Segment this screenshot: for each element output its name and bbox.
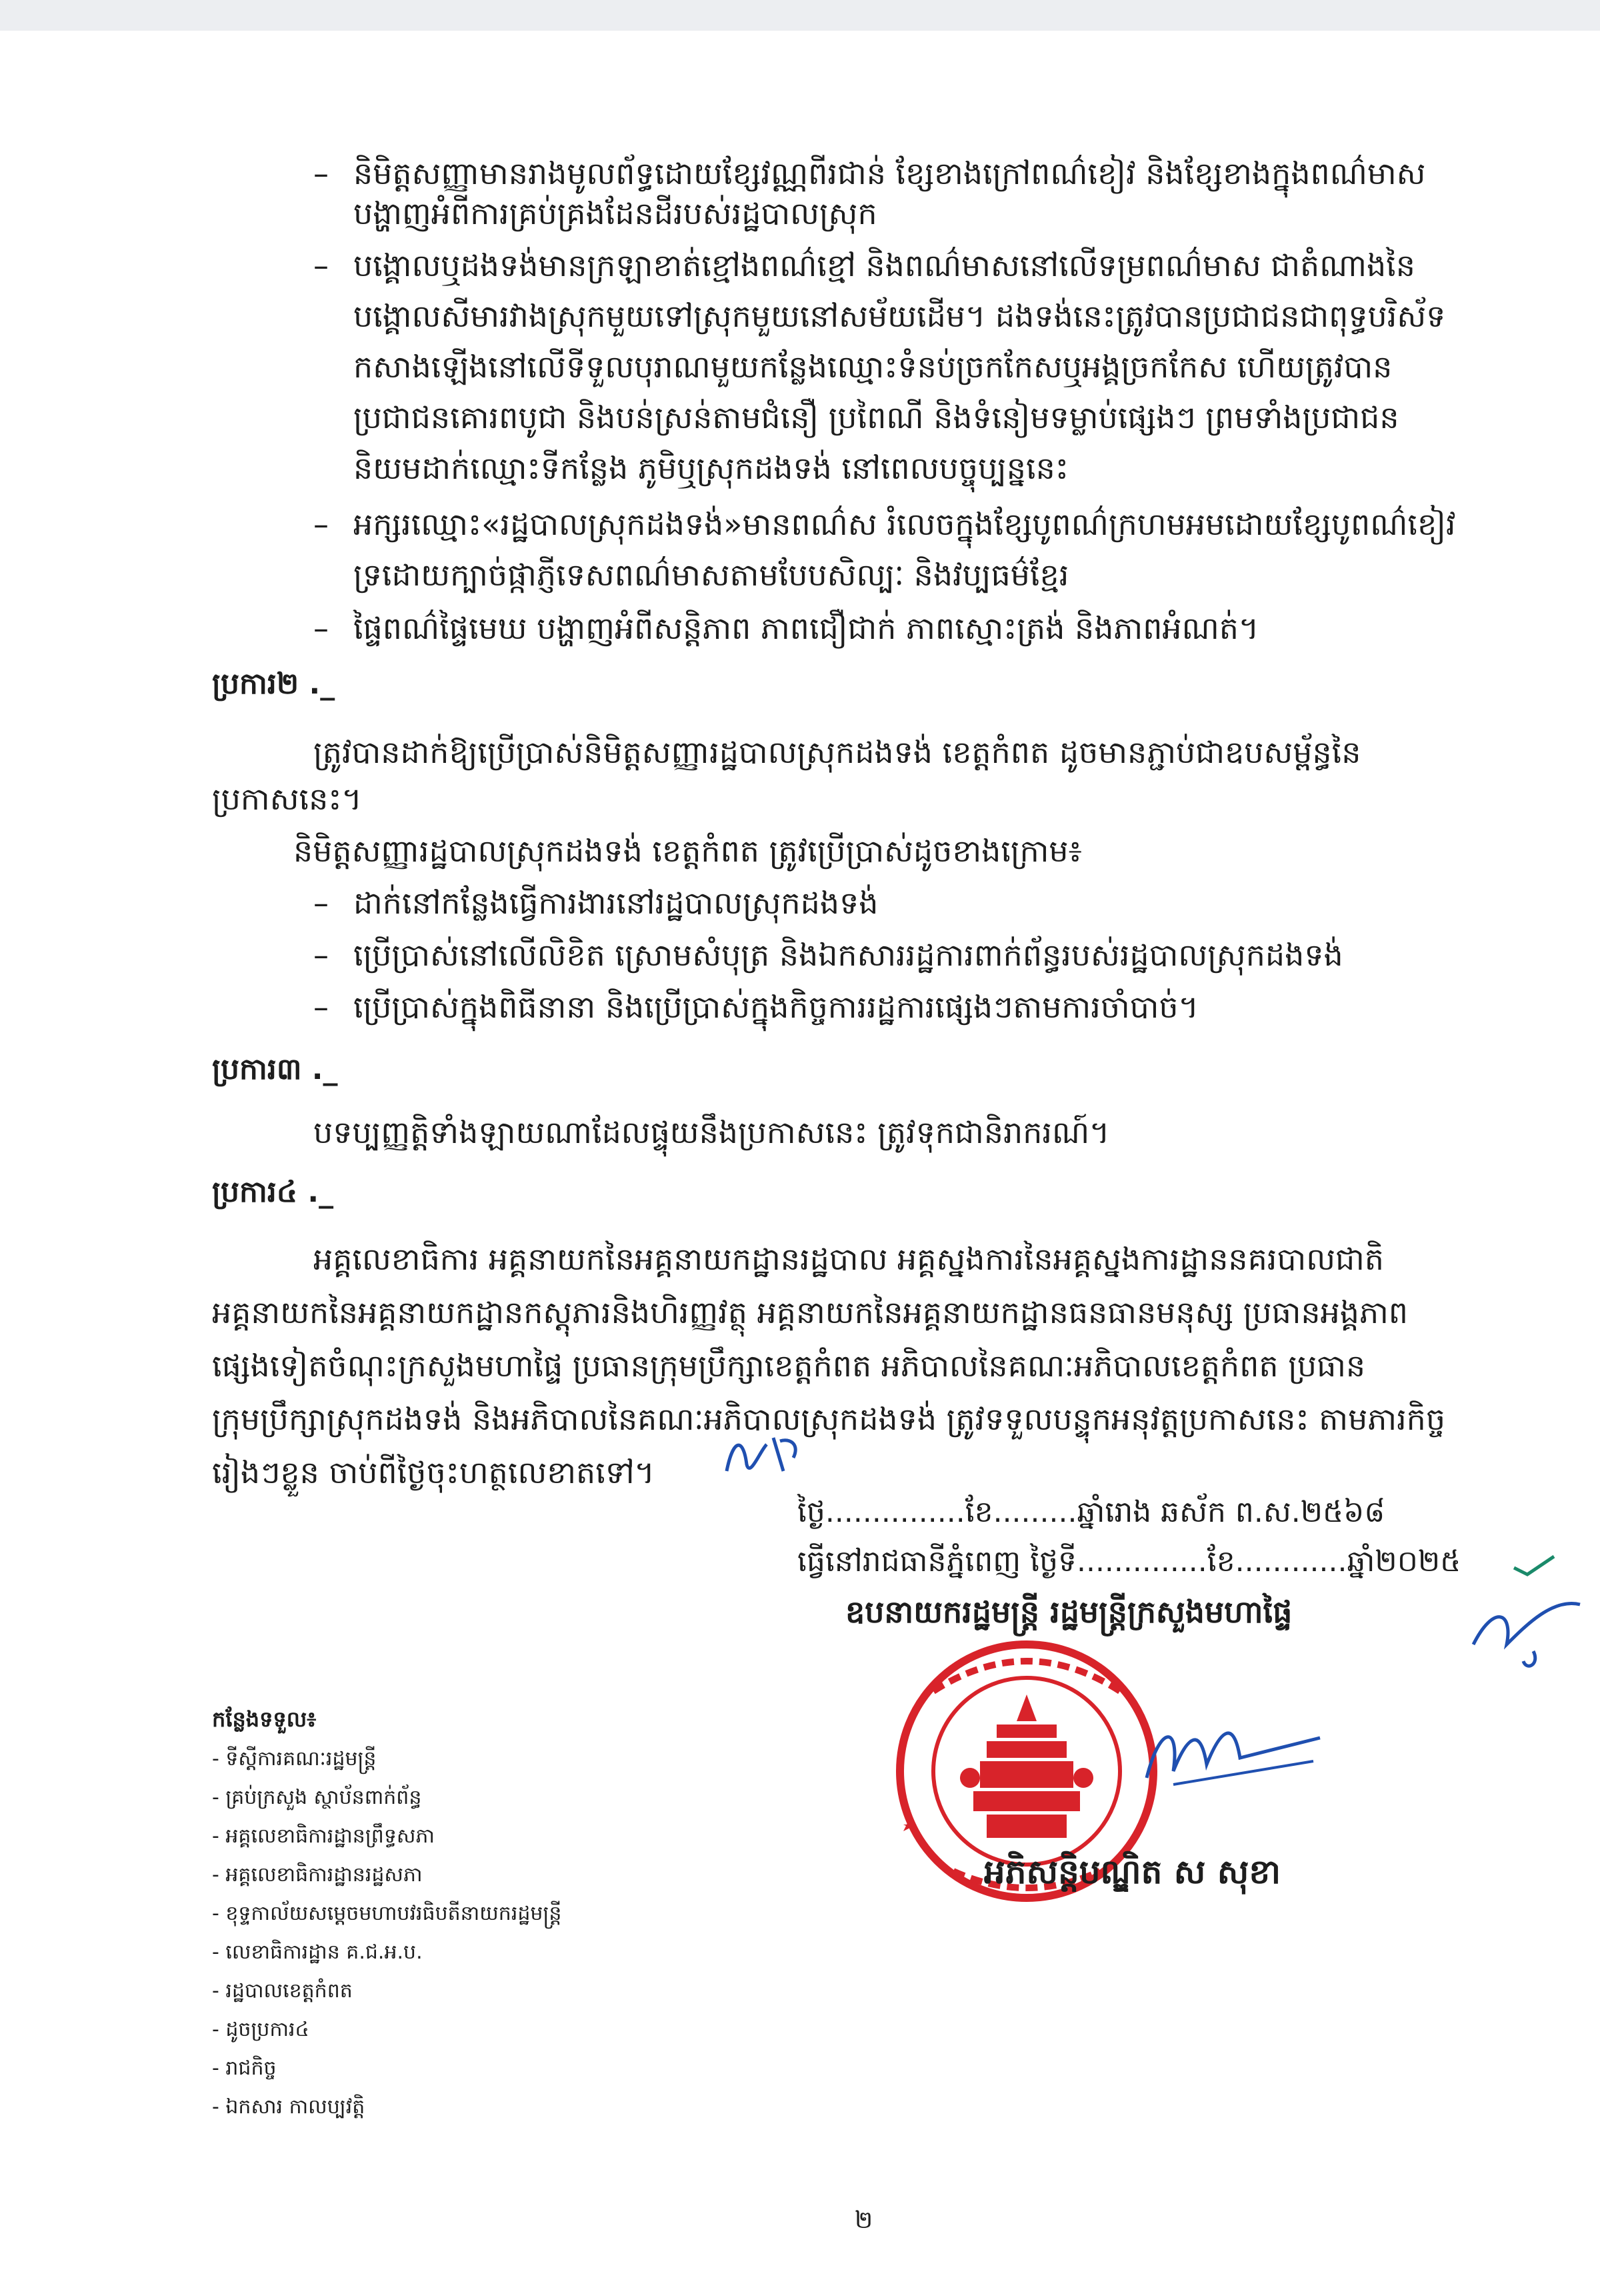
body-line: ទ្រដោយក្បាច់ផ្កាភ្ញីទេសពណ៌មាសតាមបែបសិល្បៈ និងវប្បធម៌ខ្មែរ: [353, 557, 1069, 593]
body-line: និមិត្តសញ្ញារដ្ឋបាលស្រុកដងទង់ ខេត្តកំពត ត្រូវប្រើប្រាស់ដូចខាងក្រោម៖: [293, 833, 1082, 869]
body-line: ប្រកាសនេះ។: [212, 781, 362, 817]
recipient-item: - ដូចប្រការ៤: [212, 2018, 309, 2041]
page-number: ២: [855, 2207, 873, 2234]
dash-bullet: –: [313, 885, 329, 921]
recipient-item: - រដ្ឋបាលខេត្តកំពត: [212, 1979, 353, 2003]
recipient-item: - អគ្គលេខាធិការដ្ឋានរដ្ឋសភា: [212, 1863, 423, 1887]
dash-bullet: –: [313, 247, 329, 283]
body-line: ត្រូវបានដាក់ឱ្យប្រើប្រាស់និមិត្តសញ្ញារដ្ឋបាលស្រុកដងទង់ ខេត្តកំពត ដូចមានភ្ជាប់ជាឧបសម្ព័ន្ធនៃ: [313, 734, 1361, 770]
handwritten-signature: [1133, 1698, 1333, 1805]
article-heading: ប្រការ២ ._: [212, 667, 335, 701]
dash-bullet: –: [313, 610, 329, 646]
body-line: បង្គោលសីមារវាងស្រុកមួយទៅស្រុកមួយនៅសម័យដើម។ ដងទង់នេះត្រូវបានប្រជាជនជាពុទ្ធបរិស័ទ: [353, 298, 1446, 334]
viewer-top-bar: [0, 0, 1600, 31]
article-heading: ប្រការ៣ ._: [212, 1052, 338, 1086]
body-line: និមិត្តសញ្ញាមានរាងមូលព័ទ្ធដោយខ្សែវណ្ណពីរជាន់ ខ្សែខាងក្រៅពណ៌ខៀវ និងខ្សែខាងក្នុងពណ៌មាស: [353, 155, 1426, 191]
signatory-title: ឧបនាយករដ្ឋមន្ត្រី រដ្ឋមន្ត្រីក្រសួងមហាផ្ទៃ: [845, 1594, 1293, 1630]
dash-bullet: –: [313, 989, 329, 1025]
body-line: រៀងៗខ្លួន ចាប់ពីថ្ងៃចុះហត្ថលេខាតទៅ។: [212, 1454, 655, 1490]
body-line: បង្ហាញអំពីការគ្រប់គ្រងដែនដីរបស់រដ្ឋបាលស្រុក: [353, 195, 877, 231]
body-line: ដាក់នៅកន្លែងធ្វើការងារនៅរដ្ឋបាលស្រុកដងទង់: [353, 885, 879, 921]
body-line: អក្សរឈ្មោះ«រដ្ឋបាលស្រុកដងទង់»មានពណ៌ស រំលេចក្នុងខ្សែបូពណ៌ក្រហមអមដោយខ្សែបូពណ៌ខៀវ: [353, 506, 1456, 542]
body-line: ប្រជាជនគោរពបូជា និងបន់ស្រន់តាមជំនឿ ប្រពៃណី និងទំនៀមទម្លាប់ផ្សេងៗ ព្រមទាំងប្រជាជន: [353, 399, 1399, 435]
body-line: ផ្សេងទៀតចំណុះក្រសួងមហាផ្ទៃ ប្រធានក្រុមប្រឹក្សាខេត្តកំពត អភិបាលនៃគណៈអភិបាលខេត្តកំពត ប្រធាន: [212, 1348, 1366, 1384]
recipient-item: - គ្រប់ក្រសួង ស្ថាប័នពាក់ព័ន្ធ: [212, 1786, 422, 1809]
lunar-date: ថ្ងៃ...............ខែ.........ឆ្នាំរោង ឆស័ក ព.ស.២៥៦៨: [797, 1495, 1385, 1529]
body-line: ក្រុមប្រឹក្សាស្រុកដងទង់ និងអភិបាលនៃគណៈអភិបាលស្រុកដងទង់ ត្រូវទទួលបន្ទុកអនុវត្តប្រកាសនេះ តាមភារកិច្ច: [212, 1401, 1446, 1437]
initials-scribble: [720, 1424, 807, 1484]
body-line: ផ្ទៃពណ៌ផ្ទៃមេឃ បង្ហាញអំពីសន្តិភាព ភាពជឿជាក់ ភាពស្មោះត្រង់ និងភាពអំណត់។: [353, 610, 1259, 646]
recipient-item: - ឯកសារ កាលប្បវត្តិ: [212, 2095, 365, 2119]
body-line: ប្រើប្រាស់ក្នុងពិធីនានា និងប្រើប្រាស់ក្នុងកិច្ចការរដ្ឋការផ្សេងៗតាមការចាំបាច់។: [353, 989, 1199, 1025]
checkmark-icon: [1511, 1551, 1557, 1578]
body-line: ប្រើប្រាស់នៅលើលិខិត ស្រោមសំបុត្រ និងឯកសាររដ្ឋការពាក់ព័ន្ធរបស់រដ្ឋបាលស្រុកដងទង់: [353, 937, 1343, 973]
body-line: អគ្គនាយកនៃអគ្គនាយកដ្ឋានកស្តុភារនិងហិរញ្ញវត្ថុ អគ្គនាយកនៃអគ្គនាយកដ្ឋានធនធានមនុស្ស ប្រធានអង្គភាព: [212, 1294, 1408, 1330]
solar-date: ធ្វើនៅរាជធានីភ្នំពេញ ថ្ងៃទី..............ខែ............ឆ្នាំ២០២៥: [797, 1544, 1461, 1578]
recipient-item: - រាជកិច្ច: [212, 2057, 277, 2080]
recipients-title: កន្លែងទទួល៖: [212, 1706, 317, 1732]
body-line: បទប្បញ្ញត្តិទាំងឡាយណាដែលផ្ទុយនឹងប្រកាសនេះ ត្រូវទុកជានិរាករណ៍។: [313, 1114, 1110, 1150]
recipient-item: - ខុទ្ទកាល័យសម្តេចមហាបវរធិបតីនាយករដ្ឋមន្ត្រី: [212, 1902, 562, 1925]
body-line: និយមដាក់ឈ្មោះទីកន្លែង ភូមិឬស្រុកដងទង់ នៅពេលបច្ចុប្បន្ននេះ: [353, 450, 1069, 486]
dash-bullet: –: [313, 506, 329, 542]
signatory-name: អភិសន្តិបណ្ឌិត ស សុខា: [984, 1853, 1281, 1891]
article-heading: ប្រការ៤ ._: [212, 1175, 334, 1209]
body-line: អគ្គលេខាធិការ អគ្គនាយកនៃអគ្គនាយកដ្ឋានរដ្ឋបាល អគ្គស្នងការនៃអគ្គស្នងការដ្ឋាននគរបាលជាតិ: [313, 1241, 1385, 1277]
recipient-item: - អគ្គលេខាធិការដ្ឋានព្រឹទ្ធសភា: [212, 1825, 435, 1848]
initials-scribble: [1467, 1591, 1587, 1678]
body-line: កសាងឡើងនៅលើទីទួលបុរាណមួយកន្លែងឈ្មោះទំនប់ច្រកកែសឬអង្គច្រកកែស ហើយត្រូវបាន: [353, 349, 1393, 385]
document-page: [0, 31, 1600, 2296]
recipient-item: - ទីស្តីការគណៈរដ្ឋមន្ត្រី: [212, 1747, 377, 1771]
recipient-item: - លេខាធិការដ្ឋាន គ.ជ.អ.ប.: [212, 1941, 423, 1964]
dash-bullet: –: [313, 155, 329, 191]
dash-bullet: –: [313, 937, 329, 973]
body-line: បង្គោលឬដងទង់មានក្រឡាខាត់ខ្មៅងពណ៌ខ្មៅ និងពណ៌មាសនៅលើទម្រពណ៌មាស ជាតំណាងនៃ: [353, 247, 1415, 283]
